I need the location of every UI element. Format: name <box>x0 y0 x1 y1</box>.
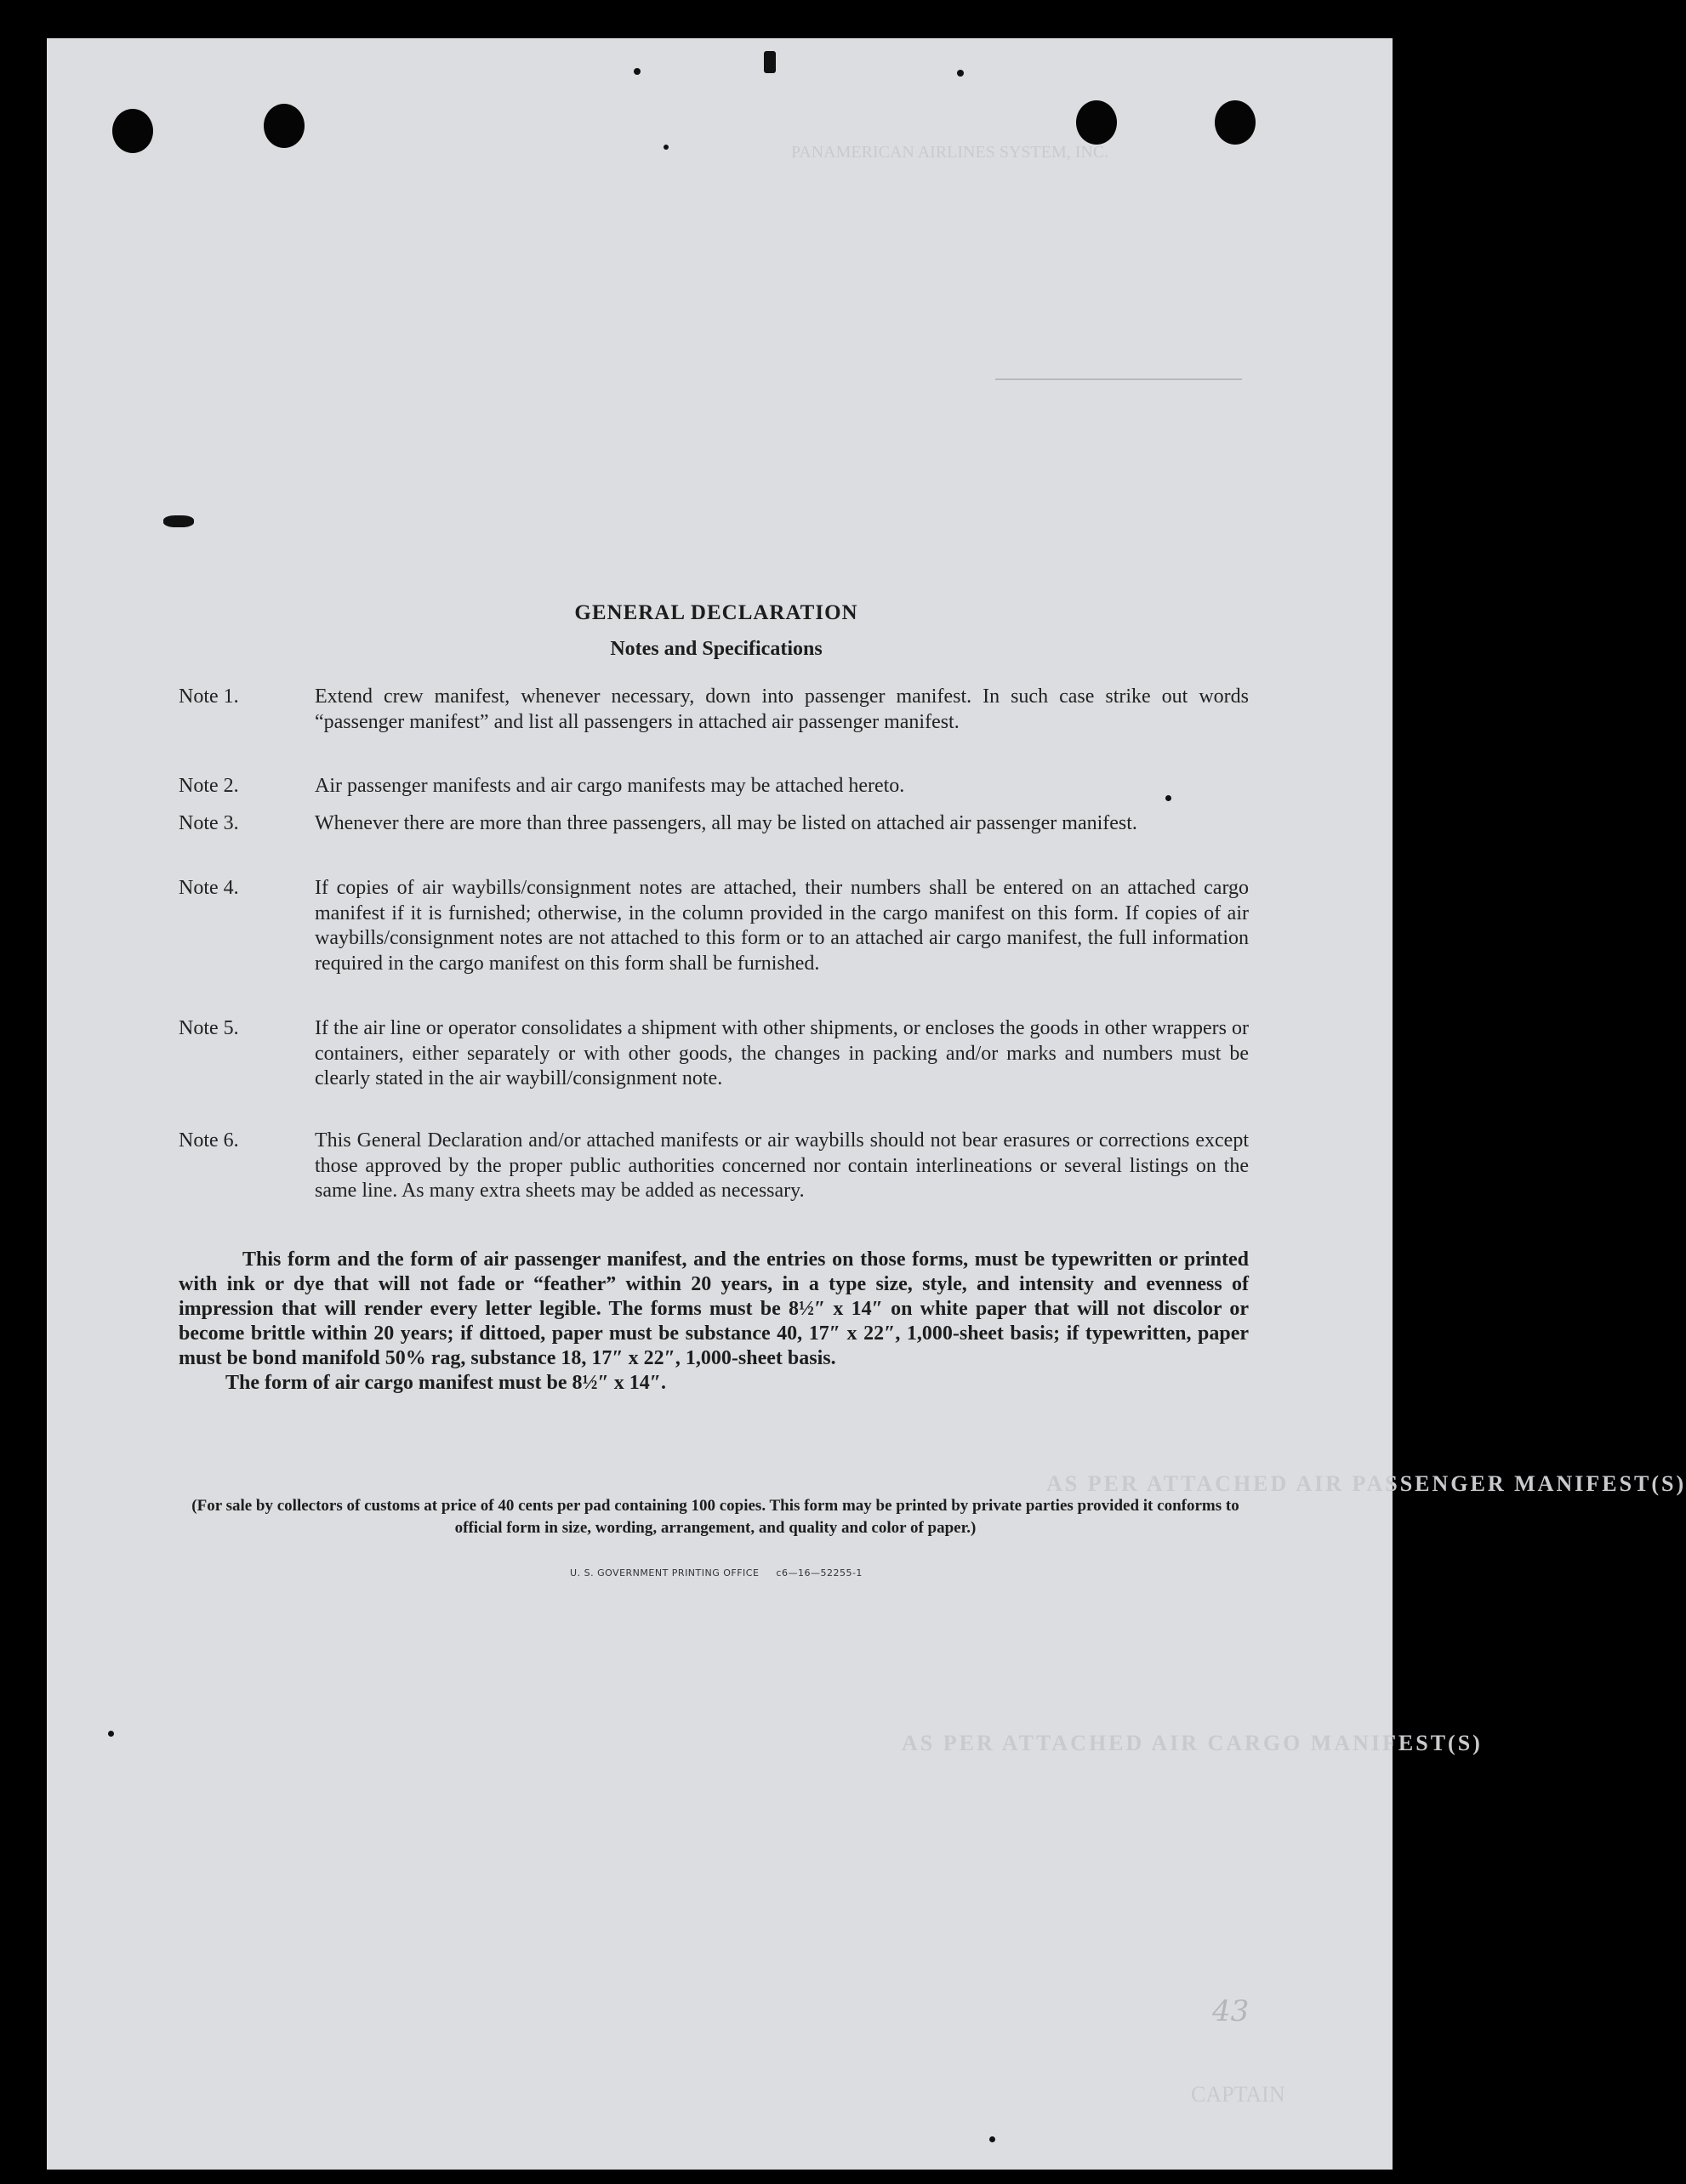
document-sheet <box>47 38 1393 2170</box>
print-code: c6—16—52255-1 <box>776 1567 863 1578</box>
page-title: GENERAL DECLARATION <box>574 601 858 624</box>
note-text: Air passenger manifests and air cargo manifests may be attached hereto. <box>315 775 905 797</box>
note-label: Note 6. <box>179 1129 239 1152</box>
note-label: Note 5. <box>179 1017 239 1039</box>
punch-hole <box>112 109 153 153</box>
note-text: If copies of air waybills/consignment notes are attached, their numbers shall be entered on an attached cargo manifest if it is furnished; otherwise, in the column provided in the cargo manifest on this form. If copies of air waybills/consignment notes are not attached to this form or to an attached air cargo manifest, the full information required in the cargo manifest on this form shall be furnished. <box>315 877 1249 975</box>
show-through-passenger-heading: AS PER ATTACHED AIR PASSENGER MANIFEST(S) <box>1046 1471 1686 1496</box>
printer-imprint <box>0 1567 1433 1578</box>
ink-speck <box>764 51 776 73</box>
note-text: This General Declaration and/or attached manifests or air waybills should not bear erasures or corrections except those approved by the proper public authorities concerned nor contain interlineations or several listings on the same line. As many extra sheets may be added as necessary. <box>315 1129 1249 1202</box>
ink-speck <box>664 145 669 150</box>
ink-speck <box>634 68 641 75</box>
show-through-captain: CAPTAIN <box>1191 2082 1285 2107</box>
note-4 <box>179 876 1249 976</box>
note-text: If the air line or operator consolidates a shipment with other shipments, or encloses the goods in other wrappers or containers, either separately or with other goods, the changes in packing and/or marks and numbers must be clearly stated in the air waybill/consignment note. <box>315 1017 1249 1089</box>
ink-speck <box>989 2136 995 2142</box>
note-text: Extend crew manifest, whenever necessary, down into passenger manifest. In such case strike out words “passenger manifest” and list all passengers in attached air passenger manifest. <box>315 685 1249 733</box>
punch-hole <box>1076 100 1117 145</box>
specification-paragraph <box>179 1248 1249 1396</box>
note-1 <box>179 685 1249 735</box>
ink-speck <box>957 70 964 77</box>
show-through-header: PANAMERICAN AIRLINES SYSTEM, INC. <box>791 143 1109 162</box>
show-through-rule <box>995 378 1242 380</box>
ink-speck <box>163 515 194 527</box>
note-label: Note 1. <box>179 685 239 708</box>
printer-name: U. S. GOVERNMENT PRINTING OFFICE <box>570 1567 760 1578</box>
note-3 <box>179 811 1249 837</box>
specification-text: This form and the form of air passenger manifest, and the entries on those forms, must be typewritten or printed with ink or dye that will not fade or “feather” within 20 years, in a type size, style, and intensity and evenness of impression that will render every letter legible. The forms must be 8½″ x 14″ on white paper that will not discolor or become brittle within 20 years; if dittoed, paper must be substance 40, 17″ x 22″, 1,000-sheet basis; if typewritten, paper must be bond manifold 50% rag, substance 18, 17″ x 22″, 1,000-sheet basis. <box>179 1248 1249 1369</box>
punch-hole <box>1215 100 1256 145</box>
note-5 <box>179 1016 1249 1092</box>
show-through-handwritten-number: 43 <box>1212 1994 1250 2028</box>
page-subtitle: Notes and Specifications <box>610 638 823 660</box>
note-6 <box>179 1129 1249 1204</box>
note-label: Note 4. <box>179 877 239 899</box>
note-text: Whenever there are more than three passengers, all may be listed on attached air passenger manifest. <box>315 812 1137 834</box>
note-2 <box>179 774 1249 799</box>
ink-speck <box>108 1731 114 1737</box>
cargo-form-size-text: The form of air cargo manifest must be 8½″ x 14″. <box>225 1372 666 1394</box>
sale-note: (For sale by collectors of customs at price of 40 cents per pad containing 100 copies. This form may be printed by private parties provided it conforms to official form in size, wording, arrangement, and quality and color of paper.) <box>191 1497 1239 1537</box>
show-through-cargo-heading: AS PER ATTACHED AIR CARGO MANIFEST(S) <box>902 1731 1483 1755</box>
note-label: Note 3. <box>179 812 239 834</box>
note-label: Note 2. <box>179 775 239 797</box>
punch-hole <box>264 104 305 148</box>
